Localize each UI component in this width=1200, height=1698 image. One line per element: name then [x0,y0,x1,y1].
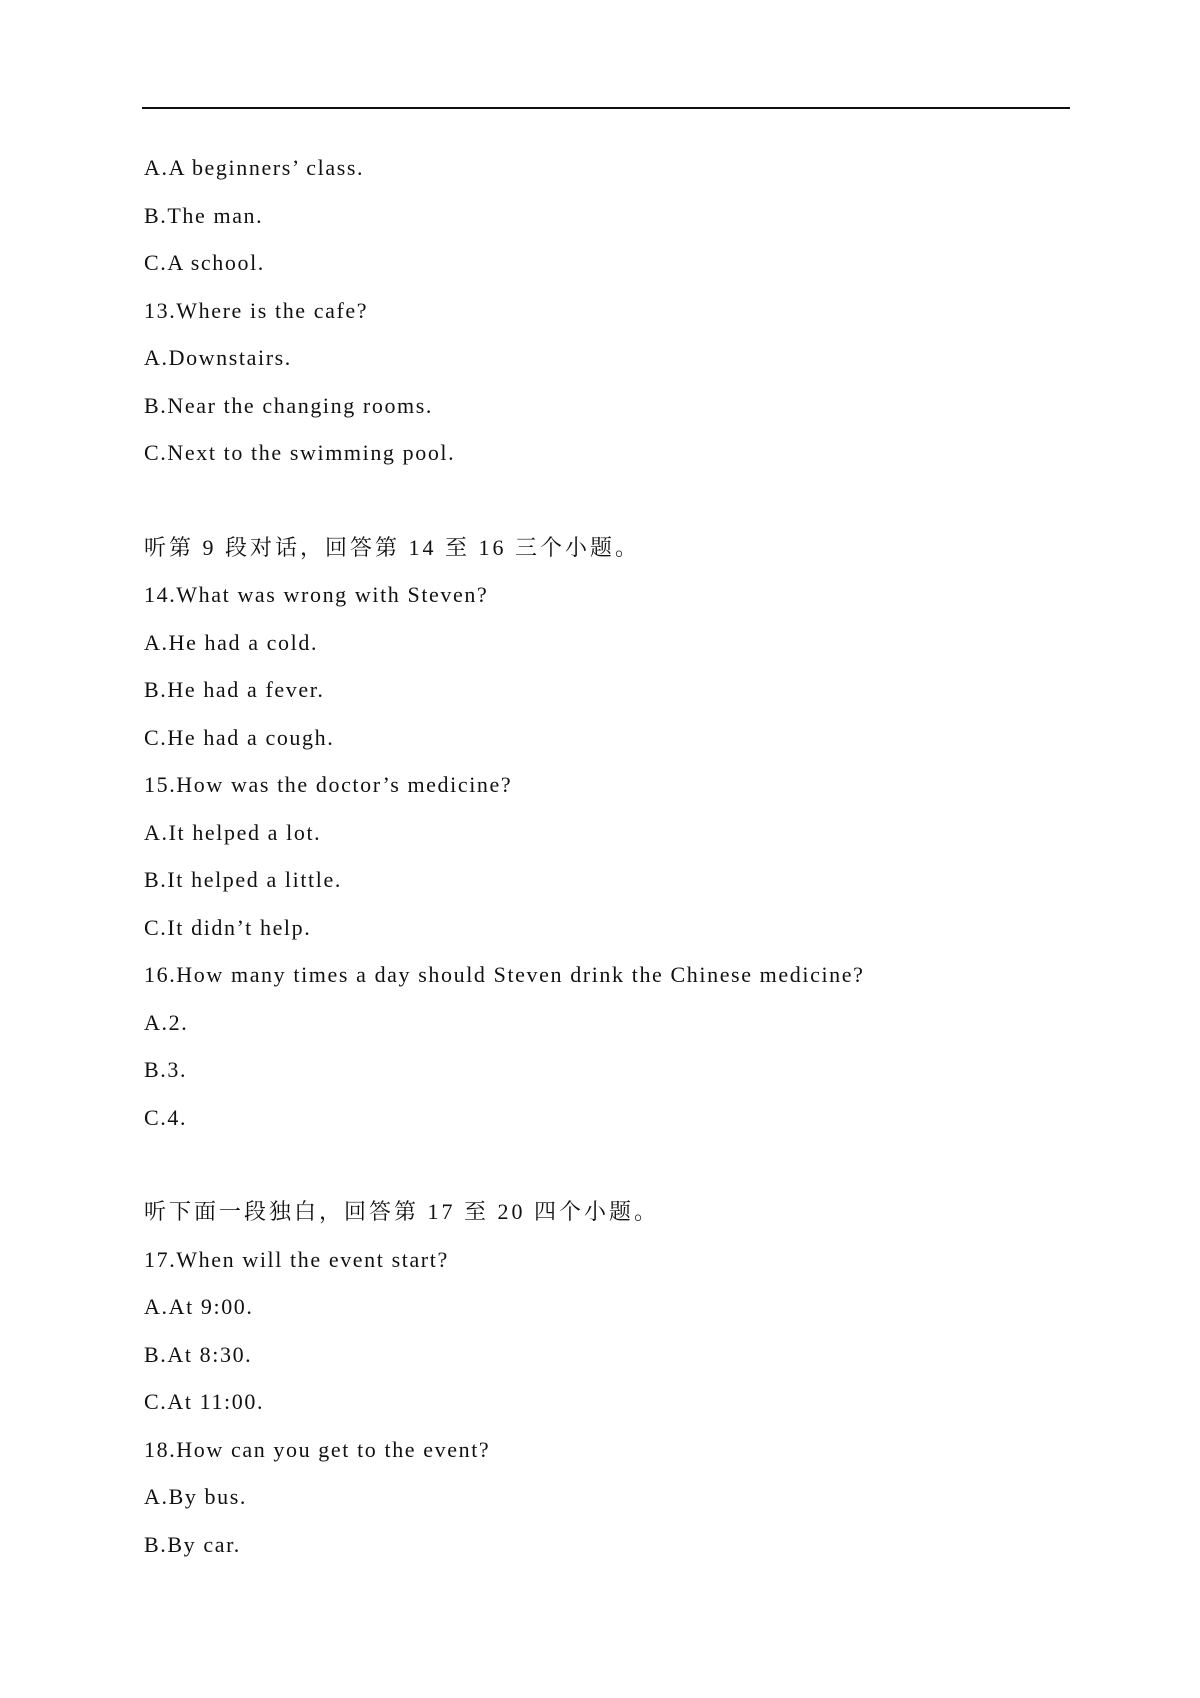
option-line: C.Next to the swimming pool. [144,440,456,465]
question-line: 13.Where is the cafe? [144,297,369,323]
section-instruction: 听第 9 段对话，回答第 14 至 16 三个小题。 [144,534,641,560]
question-line: 17.When will the event start? [144,1246,449,1272]
question-line: 15.How was the doctor’s medicine? [144,772,513,797]
option-line: A.It helped a lot. [144,819,322,845]
option-line: B.3. [144,1057,188,1082]
option-line: B.The man. [144,202,264,228]
option-line: A.At 9:00. [144,1294,254,1319]
option-line: C.It didn’t help. [144,914,312,940]
question-line: 18.How can you get to the event? [144,1436,491,1462]
option-line: C.He had a cough. [144,724,335,750]
option-line: C.At 11:00. [144,1389,265,1414]
page-content [144,144,1084,1568]
option-line: A.Downstairs. [144,345,292,370]
option-line: C.4. [144,1104,188,1130]
option-line: B.By car. [144,1531,241,1557]
question-line: 16.How many times a day should Steven drink the Chinese medicine? [144,962,865,987]
option-line: B.It helped a little. [144,867,342,892]
option-line: A.A beginners’ class. [144,155,365,180]
option-line: B.He had a fever. [144,677,325,702]
question-line: 14.What was wrong with Steven? [144,582,489,607]
option-line: C.A school. [144,250,265,275]
option-line: A.By bus. [144,1484,248,1509]
option-line: B.At 8:30. [144,1341,253,1367]
section-instruction: 听下面一段独白，回答第 17 至 20 四个小题。 [144,1199,660,1224]
option-line: A.2. [144,1009,189,1035]
header-rule [142,107,1070,109]
option-line: A.He had a cold. [144,629,319,655]
option-line: B.Near the changing rooms. [144,392,434,418]
